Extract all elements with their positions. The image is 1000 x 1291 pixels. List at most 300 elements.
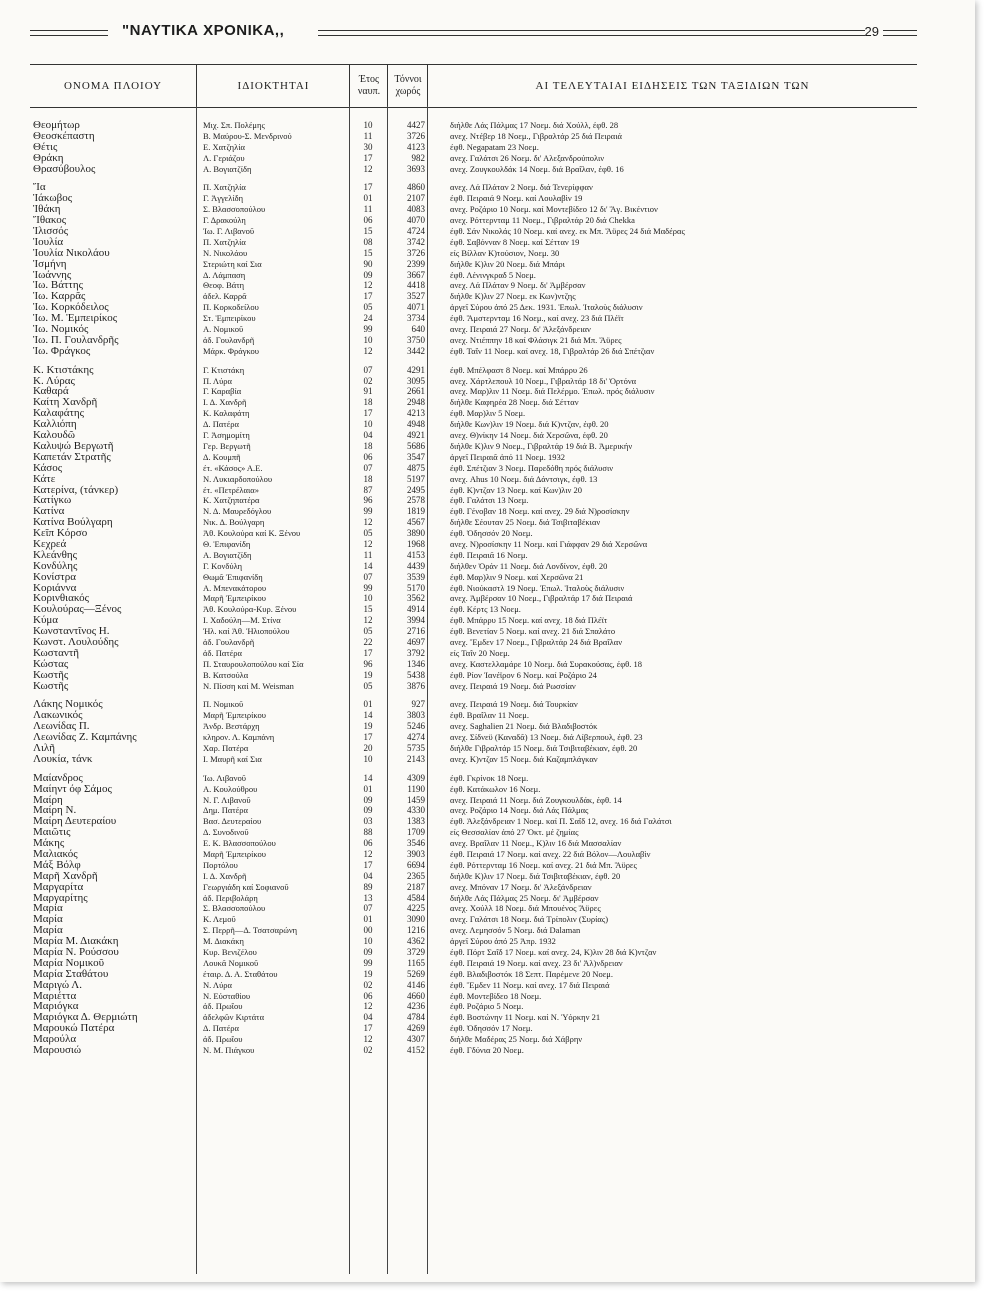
table-row [30,947,920,958]
voyage-news: έφθ. Ροζάριο 5 Νοεμ. [450,1001,524,1012]
tonnage: 2365 [407,870,425,881]
voyage-news: ανεχ. Μπόναν 17 Νοεμ. δι' Ἀλεξάνδρειαν [450,881,592,892]
ship-name: Θεοσκέπαστη [33,130,95,142]
ship-name: Μαίηντ όφ Σάμος [33,783,112,795]
table-row [30,925,920,936]
tonnage: 4427 [407,120,425,130]
owner: Ν. Πίσση καί Μ. Weisman [203,680,294,691]
owner: Β. Μαύρου-Σ. Μενδρινού [203,130,292,141]
ship-name: Θράκη [33,152,64,164]
tonnage: 4724 [407,226,425,237]
tonnage: 3539 [407,571,425,582]
table-row [30,816,920,827]
ship-name: Κώστας [33,658,69,670]
tonnage: 1819 [407,506,425,517]
voyage-news: ανεχ. Γαλάτσι 18 Νοεμ. διά Τρίπολιν (Συρίας) [450,914,609,925]
owner: Χαρ. Πατέρα [203,742,249,753]
build-year: 17 [363,182,373,193]
owner: Θ. Ἐπιφανίδη [203,538,251,549]
owner: έτ. «Κάσος» Α.Ε. [203,462,263,473]
owner: Ν. Λυκιαρδοπούλου [203,473,273,484]
build-year: 17 [363,291,373,302]
owner: Α. Βογιατζίδη [203,163,252,174]
header-rule-left [30,30,108,36]
build-year: 12 [363,345,373,356]
tonnage: 1709 [407,827,425,838]
tonnage: 2143 [407,753,425,764]
table-row [30,237,920,248]
table-row [30,958,920,969]
owner: Π. Κορκοδείλου [203,302,259,313]
table-row [30,193,920,204]
table-row [30,659,920,670]
ship-name: Μαρία Σταθάτου [33,968,109,980]
table-row [30,871,920,882]
owner: έταιρ. Δ. Α. Σταθάτου [203,968,278,979]
owner: Δημ. Πατέρα [203,805,248,816]
tonnage: 3442 [407,345,425,356]
ship-name: Κωνσταντῖνος Η. [33,626,110,637]
ship-name: Λουκία, τάνκ [33,753,93,765]
build-year: 13 [363,892,373,903]
build-year: 22 [363,636,373,647]
ship-name: Μαργαρίτα [33,881,84,893]
build-year: 10 [363,120,373,130]
owner: Ἀνδρ. Βεστάρχη [203,721,260,732]
build-year: 06 [363,990,373,1001]
voyage-news: ανεχ. Πειραιά 19 Νοεμ. διά Ρωσσίαν [450,680,576,691]
voyage-news: ανεχ. Ν)ροσίσκην 11 Νοεμ. καί Γιάφφαν 29 διά Χερσῶνα [450,538,648,549]
build-year: 07 [363,462,373,473]
table-row [30,773,920,784]
build-year: 07 [363,571,373,582]
voyage-news: ανεχ. Λεμησσόν 5 Νοεμ. διά Dalaman [450,925,581,936]
ship-name: Μαριγώ Λ. [33,979,82,991]
owner: Μ. Διακάκη [203,936,244,947]
owner: Ι. Χαδούλη—Μ. Στίνα [203,615,281,626]
table-row [30,313,920,324]
table-row [30,860,920,871]
build-year: 19 [363,669,373,680]
tonnage: 3742 [407,236,425,247]
build-year: 96 [363,495,373,506]
table-row [30,365,920,376]
table-row [30,324,920,335]
voyage-news: έφθ. Μοντεβίδεο 18 Νοεμ. [450,990,542,1001]
ship-name: Μαρουσιώ [33,1045,82,1056]
ship-name: Κωστῆς [33,680,69,692]
owner: Π. Χατζηλία [203,236,246,247]
table-row [30,495,920,506]
tonnage: 3803 [407,710,425,721]
table-row [30,604,920,615]
table-row [30,397,920,408]
build-year: 18 [363,397,373,408]
build-year: 90 [363,258,373,269]
owner: Γερ. Βεργωτῆ [203,440,251,451]
build-year: 12 [363,1034,373,1045]
voyage-news: ανεχ. Κ)ντζαν 15 Νοεμ. διά Καζαμπλάγκαν [450,753,598,764]
ship-name: Μαίρη [33,794,63,806]
ship-name: Κατίνα [33,506,65,518]
tonnage: 3693 [407,163,425,174]
table-header [30,64,917,108]
owner: Π. Χατζηλία [203,182,246,193]
build-year: 30 [363,141,373,152]
build-year: 08 [363,236,373,247]
table-row [30,637,920,648]
owner: Μιχ. Σπ. Πολέμης [203,120,265,130]
tonnage: 2399 [407,258,425,269]
tonnage: 4269 [407,1023,425,1034]
tonnage: 4071 [407,302,425,313]
ship-name: Θρασύβουλος [33,163,96,175]
ship-name: Θέτις [33,141,58,153]
voyage-news: ανεχ. Λά Πλάταν 2 Νοεμ. διά Τενερίφφαν [450,182,593,193]
tonnage: 4213 [407,408,425,419]
ship-name: Καίτη Χανδρῆ [33,397,98,409]
table-row [30,936,920,947]
table-row [30,754,920,765]
tonnage: 4083 [407,204,425,215]
table-row [30,131,920,142]
table-row [30,430,920,441]
ship-register-table [30,120,920,1064]
build-year: 02 [363,1045,373,1056]
build-year: 17 [363,647,373,658]
table-row [30,572,920,583]
voyage-news: έφθ. Γκρίνοκ 18 Νοεμ. [450,772,529,783]
build-year: 06 [363,451,373,462]
owner: Κυρ. Βενιζέλου [203,947,257,958]
ship-name: Λακωνικός [33,710,83,722]
table-row [30,204,920,215]
ship-name: Κοριάννα [33,582,77,594]
table-row [30,670,920,681]
voyage-news: είς Βίλλαν Κ)τούσιον, Νοεμ. 30 [450,247,560,258]
build-year: 11 [363,204,373,215]
tonnage: 5197 [407,473,425,484]
tonnage: 2716 [407,626,425,637]
build-year: 17 [363,732,373,743]
voyage-news: έφθ. Βλαδιβοστόκ 18 Σεπτ. Παρέμενε 20 Νοεμ. [450,968,613,979]
owner: Δ. Πατέρα [203,419,239,430]
table-row [30,408,920,419]
voyage-news: ανεχ. Ροζάριο 10 Νοεμ. καί Μοντεβίδεο 12 δι' Ἅγ. Βικέντιον [450,204,658,215]
owner: Ἀθ. Κουλούρα-Κυρ. Ξένου [203,604,297,615]
owner: Κ. Λεμοῦ [203,914,236,925]
voyage-news: έφθ. Κ)ντζαν 13 Νοεμ. καί Κων)λιν 20 [450,484,582,495]
ship-name: Κ. Κτιστάκης [33,364,94,376]
voyage-news: έφθ. Λένινγκραδ 5 Νοεμ. [450,269,536,280]
ship-name: Μαργαρίτης [33,892,88,904]
owner: Α. Νομικοῦ [203,324,244,335]
owner: Α. Κουλούθρου [203,783,258,794]
owner: έτ. «Πετρέλαια» [203,484,259,495]
tonnage: 4236 [407,1001,425,1012]
table-row [30,270,920,281]
table-row [30,291,920,302]
table-row [30,914,920,925]
ship-name: Μαίρη Ν. [33,805,77,817]
voyage-news: ανεχ. Θ)νίκην 14 Νοεμ. διά Χερσῶνα, έφθ. 20 [450,430,608,441]
voyage-news: έφθ. Ἀλεξάνδρειαν 1 Νοεμ. καί Π. Σαΐδ 12, ανεχ. 16 διά Γαλάτσι [450,816,672,827]
table-row [30,153,920,164]
owner: Γ. Καραβία [203,386,242,397]
owner: ἀδελ. Καρρᾶ [203,291,247,302]
ship-name: Ἰω. Καρρᾶς [33,291,86,303]
voyage-news: έφθ. Βραΐλαν 11 Νοεμ. [450,710,529,721]
tonnage: 4584 [407,892,425,903]
tonnage: 4418 [407,280,425,291]
voyage-news: διήλθεν Ὀράν 11 Νοεμ. διά Λονδίνον, έφθ. 20 [450,560,608,571]
voyage-news: διήλθε Μαδέρας 25 Νοεμ. διά Χάβρην [450,1034,583,1045]
ship-name: Ἰω. Βάττης [33,280,83,292]
ship-name: Μαλιακός [33,849,78,860]
voyage-news: έφθ. Κέρτς 13 Νοεμ. [450,604,521,615]
owner: ἀδ. Γουλανδρῆ [203,334,255,345]
voyage-news: ανεχ. Πειραιά 19 Νοεμ. διά Τουρκίαν [450,699,578,710]
voyage-news: έφθ. Σάν Νικολάς 10 Νοεμ. καί ανεχ. εκ Μπ. Ἄϋρες 24 διά Μαδέρας [450,226,685,237]
table-row [30,893,920,904]
table-row [30,1034,920,1045]
tonnage: 3792 [407,647,425,658]
ship-name: Μαρία Νομικοῦ [33,957,105,969]
table-row [30,849,920,860]
letter-group [30,182,920,356]
build-year: 14 [363,710,373,721]
tonnage: 4567 [407,517,425,528]
ship-name: Καλλιόπη [33,419,77,431]
table-row [30,248,920,259]
header-rule-right [883,30,917,36]
tonnage: 1383 [407,816,425,827]
ship-name: Κωνστ. Λουλούδης [33,636,119,648]
voyage-news: ανεχ. Σίδνεϋ (Καναδᾶ) 13 Νοεμ. διά Λίβερπουλ, έφθ. 23 [450,732,643,743]
build-year: 06 [363,215,373,226]
tonnage: 4307 [407,1034,425,1045]
tonnage: 3994 [407,615,425,626]
voyage-news: ανεχ. Ντέβερ 18 Νοεμ., Γιβραλτάρ 25 διά Πειραιά [450,130,622,141]
voyage-news: έφθ. Μαρ)λιν 5 Νοεμ. [450,408,526,419]
letter-group [30,699,920,764]
ship-name: Καθαρά [33,386,69,398]
ship-name: Λεωνίδας Ζ. Καμπάνης [33,732,137,743]
owner: ἀδ. Πρωΐου [203,1034,243,1045]
ship-name: Κ. Λύρας [33,375,75,387]
tonnage: 4330 [407,805,425,816]
tonnage: 4875 [407,462,425,473]
build-year: 12 [363,849,373,859]
table-row [30,721,920,732]
build-year: 15 [363,247,373,258]
owner: Μαρῆ Ἐμπειρίκου [203,710,266,721]
table-row [30,681,920,692]
build-year: 89 [363,881,373,892]
table-row [30,259,920,270]
build-year: 99 [363,957,373,968]
owner: Ν. Νικολάου [203,247,248,258]
tonnage: 4152 [407,1045,425,1056]
voyage-news: έφθ. Βοστώνην 11 Νοεμ. καί Ν. Ὑόρκην 21 [450,1012,601,1023]
voyage-news: έφθ. Ἔμδεν 11 Νοεμ. καί ανεχ. 17 διά Πειραιά [450,979,610,990]
owner: ἀδ. Γουλανδρῆ [203,636,255,647]
owner: Α. Βογιατζίδη [203,549,252,560]
build-year: 06 [363,838,373,849]
tonnage: 4948 [407,419,425,430]
owner: Π. Νομικοῦ [203,699,244,710]
voyage-news: ἀργεῖ Σύρου ἀπό 25 Ἀπρ. 1932 [450,936,556,947]
owner: Ι. Μαυρῆ καί Σια [203,753,262,764]
owner: Γ. Ἀσημομίτη [203,430,250,441]
ship-name: Κατίγκω [33,495,72,507]
voyage-news: έφθ. Ὀδησσόν 17 Νοεμ. [450,1023,533,1034]
table-row [30,561,920,572]
tonnage: 2187 [407,881,425,892]
owner: ἀδ. Πατέρα [203,647,242,658]
owner: Σ. Βλασσοπούλου [203,903,266,914]
table-row [30,120,920,131]
build-year: 12 [363,615,373,626]
build-year: 12 [363,538,373,549]
owner: Δ. Συνοδινοῦ [203,827,249,838]
owner: Ι. Δ. Χανδρῆ [203,397,247,408]
build-year: 10 [363,419,373,430]
voyage-news: ανεχ. Πειραιά 11 Νοεμ. διά Ζουγκουλδάκ, έφθ. 14 [450,794,622,805]
voyage-news: διήλθε Καφηρέα 28 Νοεμ. διά Σέτταν [450,397,579,408]
voyage-news: ανεχ. Λά Πλάταν 9 Νοεμ. δι' Ἀμβέρσαν [450,280,586,291]
build-year: 09 [363,805,373,816]
build-year: 99 [363,324,373,335]
table-row [30,386,920,397]
tonnage: 5170 [407,582,425,593]
table-row [30,784,920,795]
table-row [30,1001,920,1012]
build-year: 02 [363,375,373,386]
build-year: 12 [363,1001,373,1012]
build-year: 10 [363,753,373,764]
ship-name: Θεομήτωρ [33,120,80,131]
tonnage: 5269 [407,968,425,979]
owner: Λουκᾶ Νομικοῦ [203,957,259,968]
owner: Ἰω. Γ. Λιβανοῦ [203,226,255,237]
tonnage: 4860 [407,182,425,193]
owner: Μαρῆ Ἐμπειρίκου [203,849,266,859]
ship-name: Μαριέττα [33,990,77,1002]
table-row [30,626,920,637]
table-row [30,583,920,594]
owner: Ν. Εὐσταθίου [203,990,251,1001]
ship-name: Κωσταντῆ [33,647,80,659]
ship-name: Ἰω. Κορκόδειλος [33,302,109,314]
voyage-news: έφθ. Μπέλφαστ 8 Νοεμ. καί Μπάρρυ 26 [450,364,588,375]
voyage-news: ανεχ. Ροζάριο 14 Νοεμ. διά Λάς Πάλμας [450,805,589,816]
owner: Γ. Κονδύλη [203,560,243,571]
ship-name: Μαιῶτις [33,827,71,839]
tonnage: 2578 [407,495,425,506]
tonnage: 4914 [407,604,425,615]
voyage-news: είς Ταΐν 20 Νοεμ. [450,647,510,658]
tonnage: 3095 [407,375,425,386]
voyage-news: ανεχ. Πειραιά 27 Νοεμ. δι' Ἀλεξάνδρειαν [450,324,591,335]
tonnage: 3750 [407,334,425,345]
tonnage: 1190 [407,783,425,794]
build-year: 09 [363,947,373,958]
ship-name: Ἰουλία [33,236,64,248]
tonnage: 5438 [407,669,425,680]
build-year: 17 [363,859,373,870]
tonnage: 3547 [407,451,425,462]
publication-title: "ΝΑΥΤΙΚΑ ΧΡΟΝΙΚΑ,, [122,22,285,39]
tonnage: 4225 [407,903,425,914]
ship-name: Μαρία Ν. Ρούσσου [33,947,119,958]
ship-name: Κωστῆς [33,669,69,681]
table-row [30,827,920,838]
owner: Βασ. Δευτεραίου [203,816,262,827]
build-year: 05 [363,302,373,313]
owner: Ν. Μ. Πιάγκου [203,1045,255,1056]
tonnage: 3890 [407,528,425,539]
table-row [30,615,920,626]
table-row [30,215,920,226]
ship-name: Μαρῆ Χανδρῆ [33,870,98,882]
voyage-news: ανεχ. Ζουγκουλδάκ 14 Νοεμ. διά Βραΐλαν, έφθ. 16 [450,163,624,174]
table-row [30,882,920,893]
voyage-news: έφθ. Μπάρρυ 15 Νοεμ. καί ανεχ. 18 διά Πλέϊτ [450,615,608,626]
owner: Ν. Δ. Μαυρεδόγλου [203,506,272,517]
voyage-news: έφθ. Πόρτ Σαΐδ 17 Νοεμ. καί ανεχ. 24, Κ)λιν 28 διά Κ)ντζαν [450,947,657,958]
ship-name: Κάσος [33,462,63,474]
ship-name: Λεωνίδας Π. [33,721,90,733]
build-year: 14 [363,772,373,783]
owner: Μάρκ. Φράγκου [203,345,260,356]
tonnage: 1459 [407,794,425,805]
ship-name: Μαρία [33,903,63,915]
voyage-news: ανεχ. Ἀμβέρσαν 10 Νοεμ., Γιβραλτάρ 17 διά Πειραιά [450,593,633,604]
ship-name: Μαριόγκα [33,1001,79,1013]
voyage-news: ανεχ. Saghalien 21 Νοεμ. διά Βλαδιβοστόκ [450,721,598,732]
ship-name: Ἰάκωβος [33,193,73,205]
tonnage: 4153 [407,549,425,560]
voyage-news: ανεχ. Ἔμδεν 17 Νοεμ., Γιβραλτάρ 24 διά Βραΐλαν [450,636,623,647]
owner: Κ. Χατζηπατέρα [203,495,260,506]
ship-name: Μαρία [33,925,63,937]
ship-name: Ἴθακος [33,215,67,227]
build-year: 10 [363,936,373,947]
voyage-news: ανεχ. Μαρ)λιν 11 Νοεμ. διά Πελέρμο. Ἐπωλ. πρός διάλυσιν [450,386,655,397]
voyage-news: διήλθε Κ)λιν 20 Νοεμ. διά Μπάρι [450,258,565,269]
build-year: 96 [363,658,373,669]
owner: Ἰω. Λιβανοῦ [203,772,246,783]
table-row [30,142,920,153]
build-year: 01 [363,914,373,925]
page-header [30,22,917,42]
voyage-news: έφθ. Negapatam 23 Νοεμ. [450,141,539,152]
owner: Γεωργιάδη καί Σοφιανοῦ [203,881,289,892]
build-year: 99 [363,506,373,517]
tonnage: 4921 [407,430,425,441]
build-year: 09 [363,794,373,805]
build-year: 12 [363,517,373,528]
owner: Ἡλ. καί Ἀθ. Ἡλιοπούλου [203,626,290,637]
build-year: 87 [363,484,373,495]
owner: Θεοφ. Βάτη [203,280,245,291]
voyage-news: έφθ. Νιούκαστλ 19 Νοεμ. Ἐπωλ. Ἰταλοὺς διάλυσιν [450,582,625,593]
owner: Ν. Λύρα [203,979,232,990]
build-year: 04 [363,1012,373,1023]
table-row [30,376,920,387]
table-row [30,903,920,914]
